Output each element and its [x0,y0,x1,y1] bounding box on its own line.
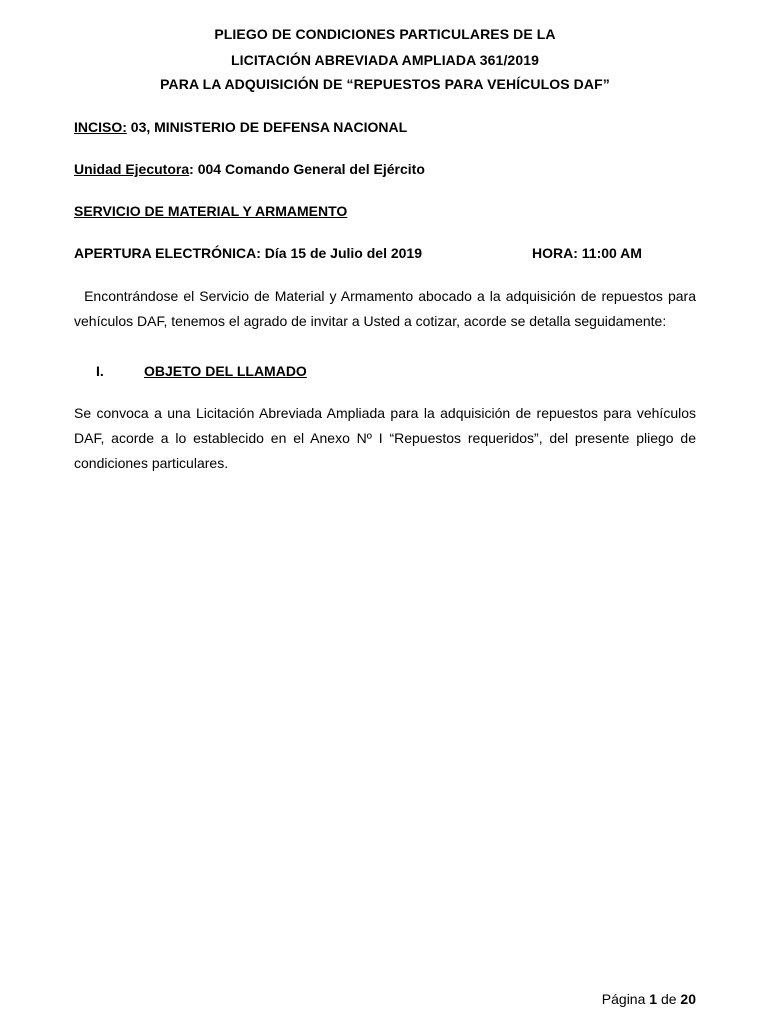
document-title-line-3: PARA LA ADQUISICIÓN DE “REPUESTOS PARA VEHÍCULOS DAF” [160,76,610,92]
page-current: 1 [649,991,658,1007]
page-word: Página [601,991,646,1007]
inciso-line [74,118,407,136]
intro-paragraph: Encontrándose el Servicio de Material y Armamento abocado a la adquisición de repuestos para vehículos DAF, tenemos el agrado de invitar a Usted a cotizar, acorde se detalla seguidamente: [74,288,700,329]
of-word: de [660,991,677,1007]
unidad-ejecutora-label: Unidad Ejecutora [74,161,190,177]
unidad-ejecutora-value: : 004 Comando General del Ejército [189,161,425,177]
apertura-hora: HORA: 11:00 AM [532,245,642,261]
section-title: OBJETO DEL LLAMADO [144,363,307,379]
page-total: 20 [680,991,696,1007]
page-number-footer [602,990,696,1008]
objeto-paragraph: Se convoca a una Licitación Abreviada Ampliada para la adquisición de repuestos para vehículos DAF, acorde a lo establecido en el Anexo Nº I “Repuestos requeridos”, del presente pliego de condiciones particulares. [74,405,696,471]
unidad-ejecutora-line [74,160,425,178]
inciso-label: INCISO: [74,119,127,135]
document-title-line-2: LICITACIÓN ABREVIADA AMPLIADA 361/2019 [231,52,539,68]
inciso-value: 03, MINISTERIO DE DEFENSA NACIONAL [126,119,408,135]
apertura-electronica: APERTURA ELECTRÓNICA: Día 15 de Julio del 2019 [74,245,422,261]
servicio-heading: SERVICIO DE MATERIAL Y ARMAMENTO [74,203,348,219]
section-number: I. [96,363,104,379]
document-title-line-1: PLIEGO DE CONDICIONES PARTICULARES DE LA [214,26,556,42]
